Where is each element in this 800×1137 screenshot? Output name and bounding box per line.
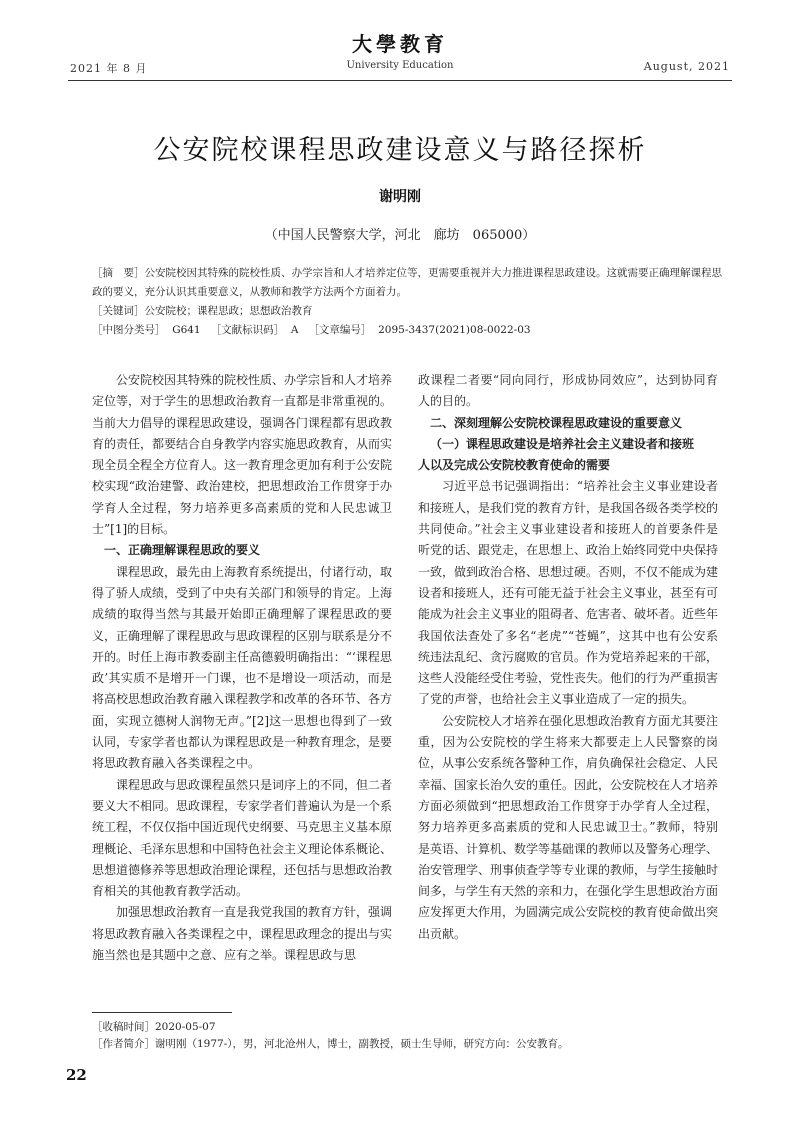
received-value: 2020-05-07 bbox=[155, 1021, 216, 1033]
author-bio-text: 谢明刚（1977-），男，河北沧州人，博士，副教授，硕士生导师，研究方向：公安教育。 bbox=[155, 1038, 569, 1050]
journal-name-en: University Education bbox=[346, 60, 454, 71]
issue-date-cn: 2021 年 8 月 bbox=[70, 62, 148, 75]
journal-logo: 大學教育 bbox=[352, 32, 448, 56]
body-right-column bbox=[418, 370, 718, 945]
received-label: ［收稿时间］ bbox=[92, 1021, 155, 1033]
paragraph: 课程思政与思政课程虽然只是词序上的不同，但二者要义大不相同。思政课程，专家学者们普遍认为是一个系统工程，不仅仅指中国近现代史纲要、马克思主义基本原理概论、毛泽东思想和中国特色社会主义理论体系概论、思想道德修养等思想政治理论课程，还包括与思想政治教育相关的其他教育教学活动。 bbox=[92, 777, 393, 899]
author-bio-label: ［作者简介］ bbox=[92, 1038, 155, 1050]
abstract-text: 公安院校因其特殊的院校性质、办学宗旨和人才培养定位等，更需要重视并大力推进课程思政建设。这就需要正确理解课程思政的要义，充分认识其重要意义，从教师和教学方法两个方面着力。 bbox=[92, 267, 722, 298]
articleno-label: ［文章编号］ bbox=[308, 324, 372, 336]
paragraph: 公安院校人才培养在强化思想政治教育方面尤其要注重，因为公安院校的学生将来大都要走上人民警察的岗位，从事公安系统各警种工作，肩负确保社会稳定、人民幸福、国家长治久安的重任。因此，公安院校在人才培养方面必须做到“把思想政治工作贯穿于办学育人全过程，努力培养更多高素质的党和人民忠诚卫士。”教师，特别是英语、计算机、数学等基础课的教师以及警务心理学、治安管理学、刑事侦查学等专业课的教师，与学生接触时间多，与学生有天然的亲和力，在强化学生思想政治方面应发挥更大作用，为圆满完成公安院校的教育使命做出突出贡献。 bbox=[418, 713, 719, 941]
abstract-label: ［摘 要］ bbox=[92, 267, 145, 279]
doccode-label: ［文献标识码］ bbox=[210, 324, 285, 336]
paragraph: 政课程二者要“同向同行，形成协同效应”，达到协同育人的目的。 bbox=[418, 373, 718, 409]
received-date bbox=[92, 1018, 216, 1036]
paragraph: 公安院校因其特殊的院校性质、办学宗旨和人才培养定位等，对于学生的思想政治教育一直都是非常重视的。当前大力倡导的课程思政建设，强调各门课程都有思政教育的责任，都要结合自身教学内容实施思政教育，从而实现全员全程全方位育人。这一教育理念更加有利于公安院校实现“政治建警、政治建校，把思想政治工作贯穿于办学育人全过程，努力培养更多高素质的党和人民忠诚卫士”[1]的目标。 bbox=[92, 373, 393, 537]
author-bio bbox=[92, 1035, 569, 1053]
articleno-value: 2095-3437(2021)08-0022-03 bbox=[378, 324, 531, 336]
section-heading-2: 二、深刻理解公安院校课程思政建设的重要意义 bbox=[430, 415, 683, 430]
header-rule bbox=[68, 80, 732, 81]
classification-line bbox=[92, 321, 732, 340]
subsection-heading-1a: （一）课程思政建设是培养社会主义建设者和接班 bbox=[430, 436, 695, 451]
paragraph: 加强思想政治教育一直是我党我国的教育方针，强调将思政教育融入各类课程之中，课程思政理念的提出与实施当然也是其题中之意、应有之举。课程思政与思 bbox=[92, 905, 393, 963]
section-heading-1: 一、正确理解课程思政的要义 bbox=[104, 543, 261, 558]
issue-date-en: August, 2021 bbox=[643, 60, 730, 73]
author-affiliation: （中国人民警察大学，河北 廊坊 065000） bbox=[264, 228, 536, 243]
subsection-heading-1b: 人以及完成公安院校教育使命的需要 bbox=[418, 458, 611, 473]
keywords-label: ［关键词］ bbox=[92, 305, 145, 317]
abstract bbox=[92, 264, 732, 302]
clc-label: ［中图分类号］ bbox=[92, 324, 166, 336]
body-left-column bbox=[92, 370, 392, 966]
article-author: 谢明刚 bbox=[379, 189, 421, 205]
article-title: 公安院校课程思政建设意义与路径探析 bbox=[153, 135, 647, 166]
footnote-rule bbox=[92, 1012, 232, 1013]
keywords-text: 公安院校；课程思政；思想政治教育 bbox=[144, 305, 313, 317]
keywords bbox=[92, 302, 732, 321]
paragraph: 课程思政，最先由上海教育系统提出，付诸行动，取得了骄人成绩，受到了中央有关部门和领导的肯定。上海成绩的取得当然与其最开始即正确理解了课程思政的要义，正确理解了课程思政与思政课程的区别与联系是分不开的。时任上海市教委副主任高德毅明确指出：“‘课程思政’其实质不是增开一门课，也不是增设一项活动，而是将高校思想政治教育融入课程教学和改革的各环节、各方面，实现立德树人润物无声。”[2]这一思想也得到了一致认同，专家学者也都认为课程思政是一种教育理念，是要将思政教育融入各类课程之中。 bbox=[92, 564, 393, 771]
page-number: 22 bbox=[66, 1066, 87, 1084]
paragraph: 习近平总书记强调指出：“培养社会主义事业建设者和接班人，是我们党的教育方针，是我国各级各类学校的共同使命。”社会主义事业建设者和接班人的首要条件是听党的话、跟党走，在思想上、政治上始终同党中央保持一致，做到政治合格、思想过硬。否则，不仅不能成为建设者和接班人，还有可能无益于社会主义事业，甚至有可能成为社会主义事业的阻碍者、危害者、破坏者。近些年我国依法查处了多名“老虎”“苍蝇”，这其中也有公安系统违法乱纪、贪污腐败的官员。作为党培养起来的干部，这些人没能经受住考验，党性丧失。他们的行为严重损害了党的声誉，也给社会主义事业造成了一定的损失。 bbox=[418, 479, 719, 707]
clc-value: G641 bbox=[172, 324, 201, 336]
doccode-value: A bbox=[290, 324, 299, 336]
